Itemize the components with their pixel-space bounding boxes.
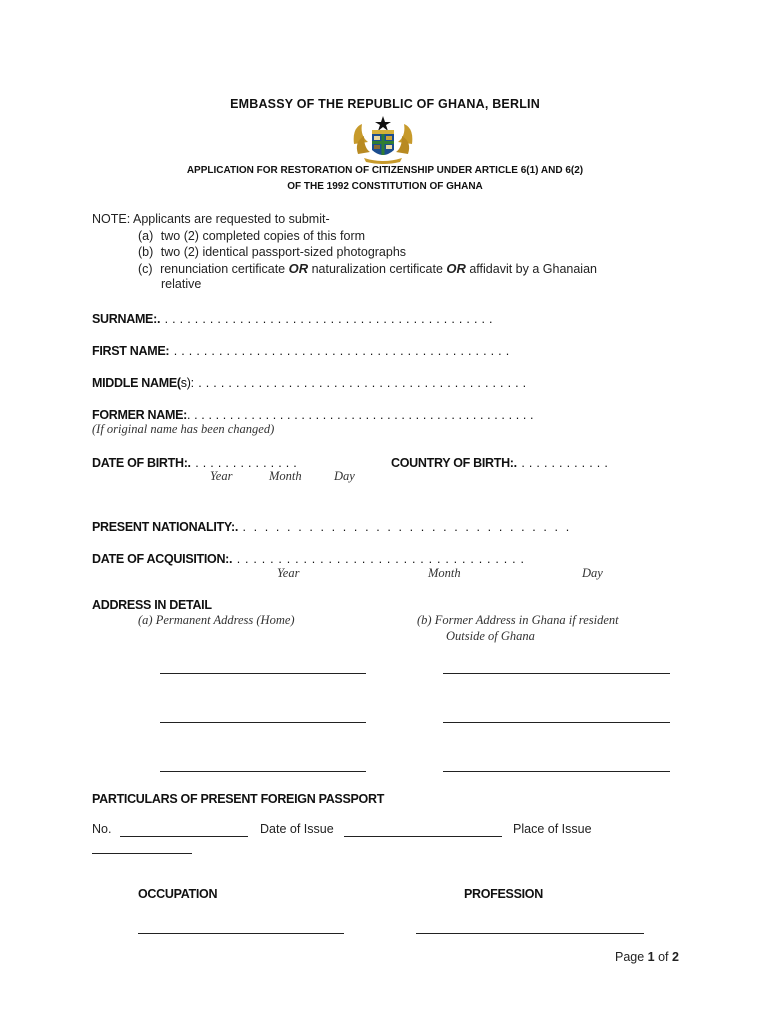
note-item-text: two (2) completed copies of this form [160, 229, 366, 243]
former-name-label: FORMER NAME: [92, 408, 188, 422]
former-address-line-3[interactable] [443, 771, 670, 772]
note-item-marker: (c) [138, 262, 153, 276]
note-item-marker: (b) [138, 245, 154, 259]
first-name-field[interactable] [92, 342, 510, 360]
ghana-coat-of-arms-icon [350, 114, 416, 164]
surname-label: SURNAME:. [92, 312, 161, 326]
permanent-address-line-2[interactable] [160, 722, 366, 723]
doa-month-caption: Month [428, 566, 461, 580]
note-item-text: two (2) identical passport-sized photographs [160, 245, 407, 259]
date-of-birth-dots: . . . . . . . . . . . . . . [195, 456, 298, 470]
occupation-label: OCCUPATION [138, 887, 218, 901]
note-item-marker: (a) [138, 229, 154, 243]
occupation-line[interactable] [138, 933, 344, 934]
date-of-birth-field[interactable] [92, 454, 297, 472]
profession-line[interactable] [416, 933, 644, 934]
present-nationality-label: PRESENT NATIONALITY:. [92, 520, 239, 534]
or-emphasis: OR [288, 261, 309, 276]
first-name-dots: . . . . . . . . . . . . . . . . . . . . . . . . . . . . . . . . . . . . . . . . . . . . . [173, 344, 510, 358]
former-address-line-2[interactable] [443, 722, 670, 723]
surname-field[interactable] [92, 310, 493, 328]
note-item-c [138, 261, 597, 276]
former-name-dots: . . . . . . . . . . . . . . . . . . . . . . . . . . . . . . . . . . . . . . . . . . . . . . . . . [187, 408, 534, 422]
profession-label: PROFESSION [464, 887, 543, 901]
address-heading: ADDRESS IN DETAIL [92, 598, 212, 612]
middle-name-dots: . . . . . . . . . . . . . . . . . . . . . . . . . . . . . . . . . . . . . . . . . . . . [198, 376, 527, 390]
doa-day-caption: Day [582, 566, 603, 580]
date-of-birth-label: DATE OF BIRTH:. [92, 456, 191, 470]
passport-heading: PARTICULARS OF PRESENT FOREIGN PASSPORT [92, 792, 385, 806]
page-of-word: of [654, 950, 672, 964]
form-title-line1: APPLICATION FOR RESTORATION OF CITIZENSHIP UNDER ARTICLE 6(1) AND 6(2) [186, 165, 584, 176]
place-of-issue-label: Place of Issue [513, 822, 592, 836]
note-item-a [138, 229, 365, 243]
note-item-c-cont: relative [161, 277, 202, 291]
dob-month-caption: Month [269, 469, 302, 483]
middle-name-label-main: MIDDLE NAME( [92, 376, 181, 390]
dob-day-caption: Day [334, 469, 355, 483]
surname-dots: . . . . . . . . . . . . . . . . . . . . . . . . . . . . . . . . . . . . . . . . . . . . [164, 312, 493, 326]
page-current: 1 [647, 950, 655, 964]
note-item-text: affidavit by a Ghanaian [465, 262, 597, 276]
page-total: 2 [672, 950, 679, 964]
permanent-address-line-3[interactable] [160, 771, 366, 772]
present-nationality-field[interactable] [92, 518, 571, 536]
dob-year-caption: Year [210, 469, 233, 483]
date-of-issue-label: Date of Issue [260, 822, 334, 836]
date-of-acquisition-dots: . . . . . . . . . . . . . . . . . . . . . . . . . . . . . . . . . . . [236, 552, 525, 566]
doa-year-caption: Year [277, 566, 300, 580]
present-nationality-dots: . . . . . . . . . . . . . . . . . . . . . . . . . . . . . . [242, 520, 572, 534]
first-name-label: FIRST NAME: [92, 344, 170, 358]
middle-name-label [92, 376, 194, 390]
page-number [615, 950, 679, 964]
page-word: Page [615, 950, 648, 964]
permanent-address-label: (a) Permanent Address (Home) [138, 613, 295, 627]
place-of-issue-line[interactable] [92, 853, 192, 854]
or-emphasis: OR [446, 261, 466, 276]
passport-no-label: No. [92, 822, 112, 836]
former-name-hint: (If original name has been changed) [92, 422, 275, 436]
note-item-text: naturalization certificate [308, 262, 447, 276]
note-intro: NOTE: Applicants are requested to submit- [92, 212, 330, 226]
permanent-address-line-1[interactable] [160, 673, 366, 674]
country-of-birth-label: COUNTRY OF BIRTH:. [391, 456, 517, 470]
note-item-text: renunciation certificate [160, 262, 289, 276]
date-of-issue-line[interactable] [344, 836, 502, 837]
middle-name-label-suffix: s): [180, 376, 194, 390]
former-address-line-1[interactable] [443, 673, 670, 674]
middle-name-field[interactable] [92, 374, 526, 392]
note-item-b [138, 245, 406, 259]
former-address-label-cont: Outside of Ghana [446, 629, 535, 643]
date-of-acquisition-label: DATE OF ACQUISITION:. [92, 552, 233, 566]
country-of-birth-dots: . . . . . . . . . . . . [521, 456, 609, 470]
passport-no-line[interactable] [120, 836, 248, 837]
country-of-birth-field[interactable] [391, 454, 608, 472]
former-address-label: (b) Former Address in Ghana if resident [417, 613, 619, 627]
form-title-line2: OF THE 1992 CONSTITUTION OF GHANA [287, 181, 483, 192]
embassy-title: EMBASSY OF THE REPUBLIC OF GHANA, BERLIN [230, 97, 540, 111]
